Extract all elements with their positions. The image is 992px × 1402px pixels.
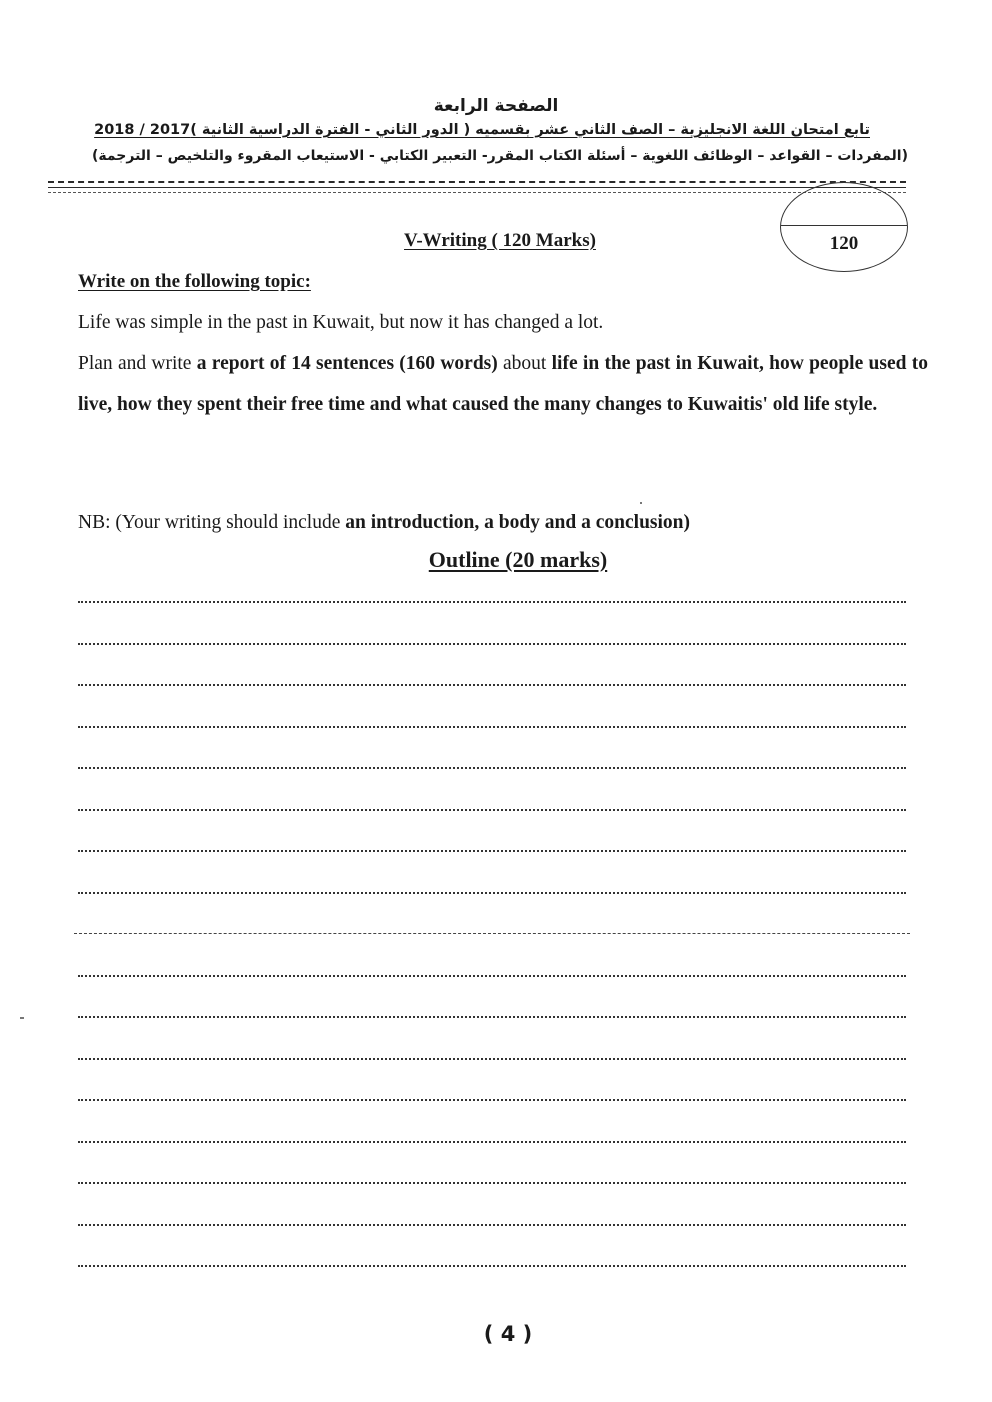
header-separator-dashed-lower (48, 192, 906, 193)
header-separator-solid (48, 187, 906, 188)
task-text-2: about (497, 353, 552, 374)
nb-text: NB: (Your writing should include (78, 512, 346, 533)
task-bold-1: a report of 14 sentences (160 words) (196, 353, 498, 374)
exam-description: تابع امتحان اللغة الانجليزية – الصف الثاني عشر بقسميه ( الدور الثاني - الفترة الدراسية الثانية ) (190, 122, 870, 138)
answer-line[interactable] (78, 767, 906, 769)
answer-line[interactable] (78, 809, 906, 811)
arabic-page-title: الصفحة الرابعة (433, 96, 559, 116)
score-total: 120 (829, 233, 859, 254)
answer-line[interactable] (78, 1058, 906, 1060)
nb-note (78, 505, 690, 541)
answer-line[interactable] (78, 684, 906, 686)
score-divider (781, 225, 907, 226)
scan-speck (20, 1017, 24, 1019)
exam-header-line (94, 122, 870, 138)
score-oval (780, 182, 908, 272)
scan-speck (640, 502, 642, 504)
section-title: V-Writing ( 120 Marks) (404, 230, 596, 251)
answer-line[interactable] (74, 933, 910, 934)
task-instructions (78, 343, 928, 425)
answer-line[interactable] (78, 1265, 906, 1267)
nb-bold: an introduction, a body and a conclusion) (345, 512, 691, 533)
header-separator-dashed (48, 181, 906, 183)
intro-sentence: Life was simple in the past in Kuwait, but now it has changed a lot. (78, 312, 604, 333)
task-text-1: Plan and write (78, 353, 197, 374)
outline-title: Outline (20 marks) (428, 547, 608, 572)
page-number: ( 4 ) (483, 1322, 533, 1346)
answer-line[interactable] (78, 601, 906, 603)
answer-line[interactable] (78, 726, 906, 728)
answer-line[interactable] (78, 892, 906, 894)
answer-line[interactable] (78, 1016, 906, 1018)
skills-line: (المفردات – القواعد – الوظائف اللغوية – أسئلة الكتاب المقرر- التعبير الكتابي - الاستيعاب المقروء والتلخيص – الترجمة) (92, 148, 908, 164)
answer-line[interactable] (78, 1141, 906, 1143)
answer-line[interactable] (78, 975, 906, 977)
answer-line[interactable] (78, 850, 906, 852)
topic-heading: Write on the following topic: (78, 271, 311, 292)
answer-line[interactable] (78, 643, 906, 645)
answer-line[interactable] (78, 1182, 906, 1184)
answer-line[interactable] (78, 1224, 906, 1226)
school-year: 2018 / 2017 (94, 122, 191, 138)
answer-line[interactable] (78, 1099, 906, 1101)
task-bold-2: life in the past in Kuwait, how people used to live, how they spent their free time and what caused the many changes to Kuwaitis' old life style. (78, 353, 928, 415)
